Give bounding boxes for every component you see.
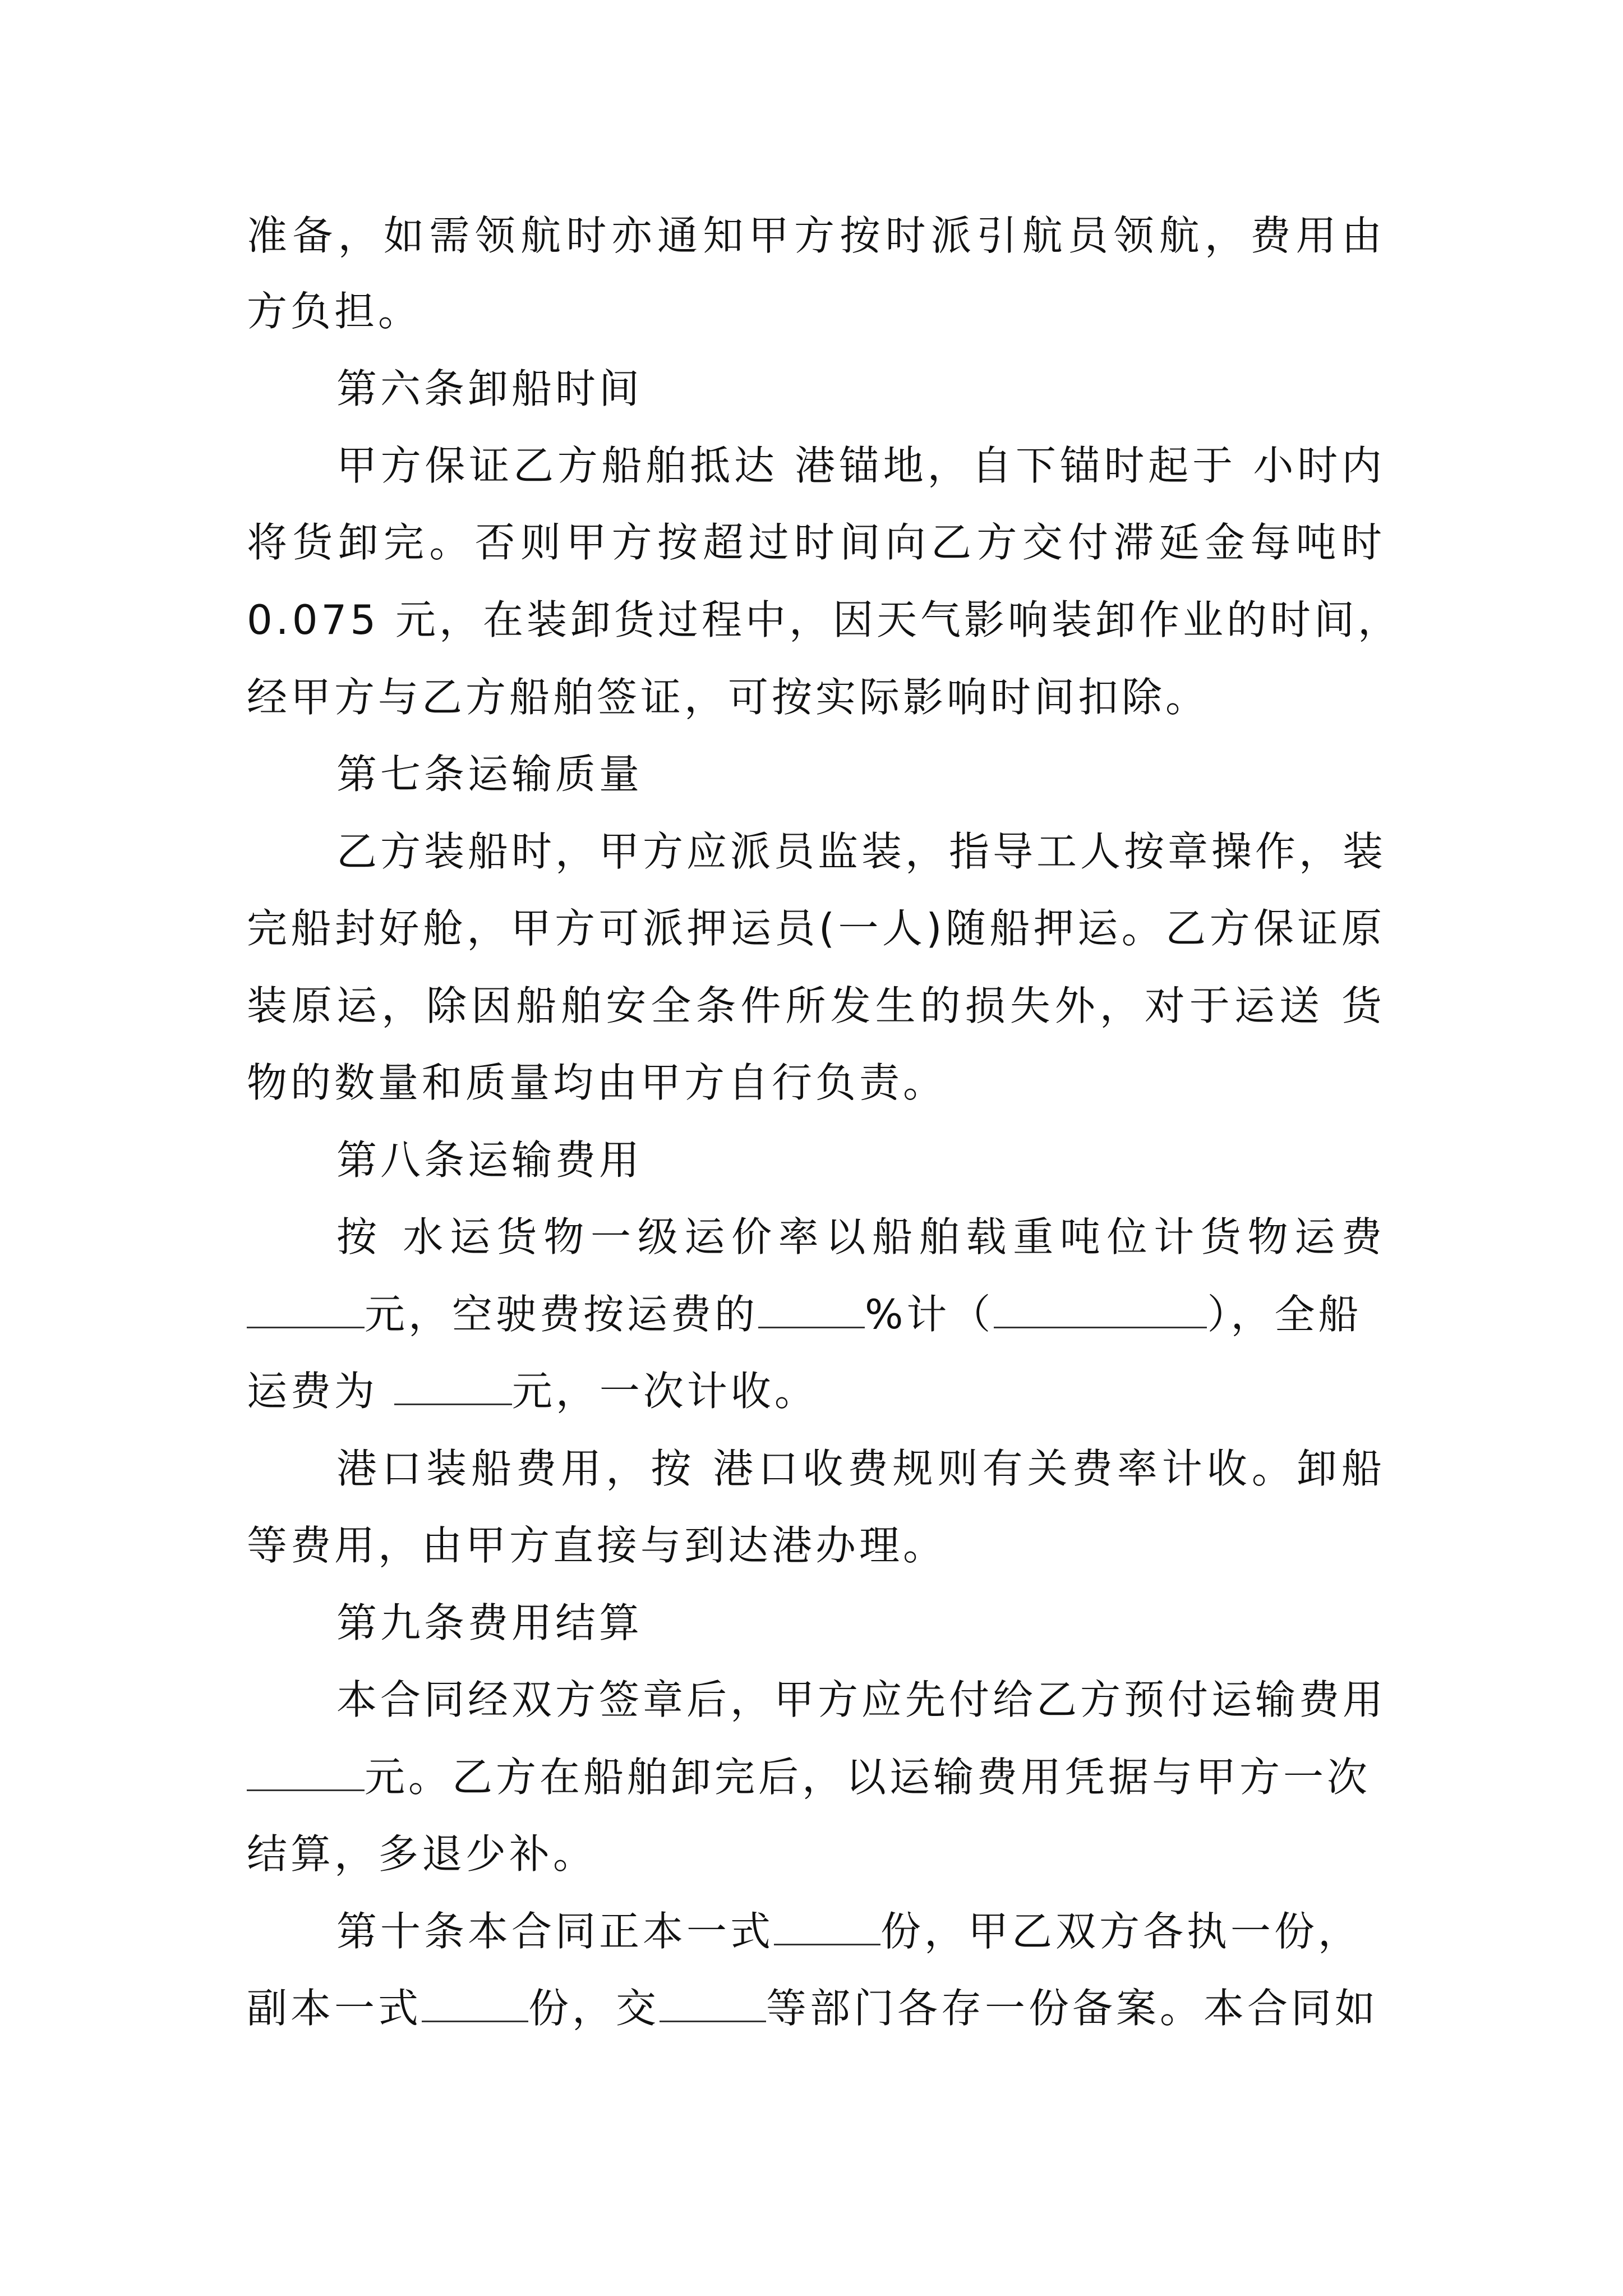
line-part: 第十条本合同正本一式: [336, 1908, 774, 1955]
paragraph-line: 甲方保证乙方船舶抵达 港锚地，自下锚时起于 小时内: [336, 442, 1385, 489]
section-heading-9: 第九条费用结算: [336, 1599, 643, 1646]
paragraph-line: 结算，多退少补。: [247, 1830, 597, 1878]
paragraph-line: [247, 1980, 1385, 2036]
section-heading-10: [336, 1903, 1385, 1959]
fill-blank: [758, 1291, 865, 1328]
fill-blank: [247, 1291, 365, 1328]
line-part: ），全船: [1207, 1291, 1362, 1338]
line-part: 元，空驶费按运费的: [365, 1291, 759, 1338]
paragraph-line: [247, 1749, 1385, 1805]
line-part: 元，一次计收。: [511, 1368, 818, 1415]
line-part: 副本一式: [247, 1985, 422, 2032]
fill-blank: [394, 1368, 512, 1405]
paragraph-line: 本合同经双方签章后，甲方应先付给乙方预付运输费用: [336, 1676, 1387, 1723]
paragraph-line: 按 水运货物一级运价率以船舶载重吨位计货物运费: [336, 1213, 1385, 1260]
paragraph-line: 等费用，由甲方直接与到达港办理。: [247, 1522, 947, 1569]
line-part: %计（: [865, 1291, 994, 1338]
paragraph-line: 将货卸完。否则甲方按超过时间向乙方交付滞延金每吨时: [247, 519, 1385, 566]
paragraph-line: 0.075 元，在装卸货过程中，因天气影响装卸作业的时间，: [247, 596, 1402, 643]
fill-blank: [994, 1291, 1207, 1328]
paragraph-line: [247, 1286, 1385, 1342]
paragraph-line: 乙方装船时，甲方应派员监装，指导工人按章操作，装: [336, 828, 1387, 875]
paragraph-line: 物的数量和质量均由甲方自行负责。: [247, 1059, 947, 1106]
section-heading-8: 第八条运输费用: [336, 1137, 643, 1184]
section-heading-7: 第七条运输质量: [336, 751, 643, 798]
line-part: 份，交: [528, 1985, 660, 2032]
paragraph-line: 准备，如需领航时亦通知甲方按时派引航员领航，费用由: [247, 212, 1385, 259]
paragraph-line: 装原运，除因船舶安全条件所发生的损失外，对于运送 货: [247, 982, 1385, 1029]
fill-blank: [660, 1985, 766, 2022]
paragraph-line: 经甲方与乙方船舶签证，可按实际影响时间扣除。: [247, 674, 1210, 721]
section-heading-6: 第六条卸船时间: [336, 365, 643, 412]
paragraph-line: [247, 1363, 1385, 1419]
fill-blank: [422, 1985, 528, 2022]
paragraph-line: 港口装船费用，按 港口收费规则有关费率计收。卸船: [336, 1445, 1385, 1492]
line-part: 份，甲乙双方各执一份，: [880, 1908, 1362, 1955]
paragraph-line: 完船封好舱，甲方可派押运员(一人)随船押运。乙方保证原: [247, 905, 1385, 952]
line-part: 等部门各存一份备案。本合同如: [766, 1985, 1379, 2032]
line-part: 运费为: [247, 1368, 394, 1415]
fill-blank: [774, 1908, 880, 1945]
paragraph-line: 方负担。: [247, 288, 422, 335]
line-part: 元。乙方在船舶卸完后，以运输费用凭据与甲方一次: [365, 1754, 1371, 1801]
fill-blank: [247, 1754, 365, 1791]
